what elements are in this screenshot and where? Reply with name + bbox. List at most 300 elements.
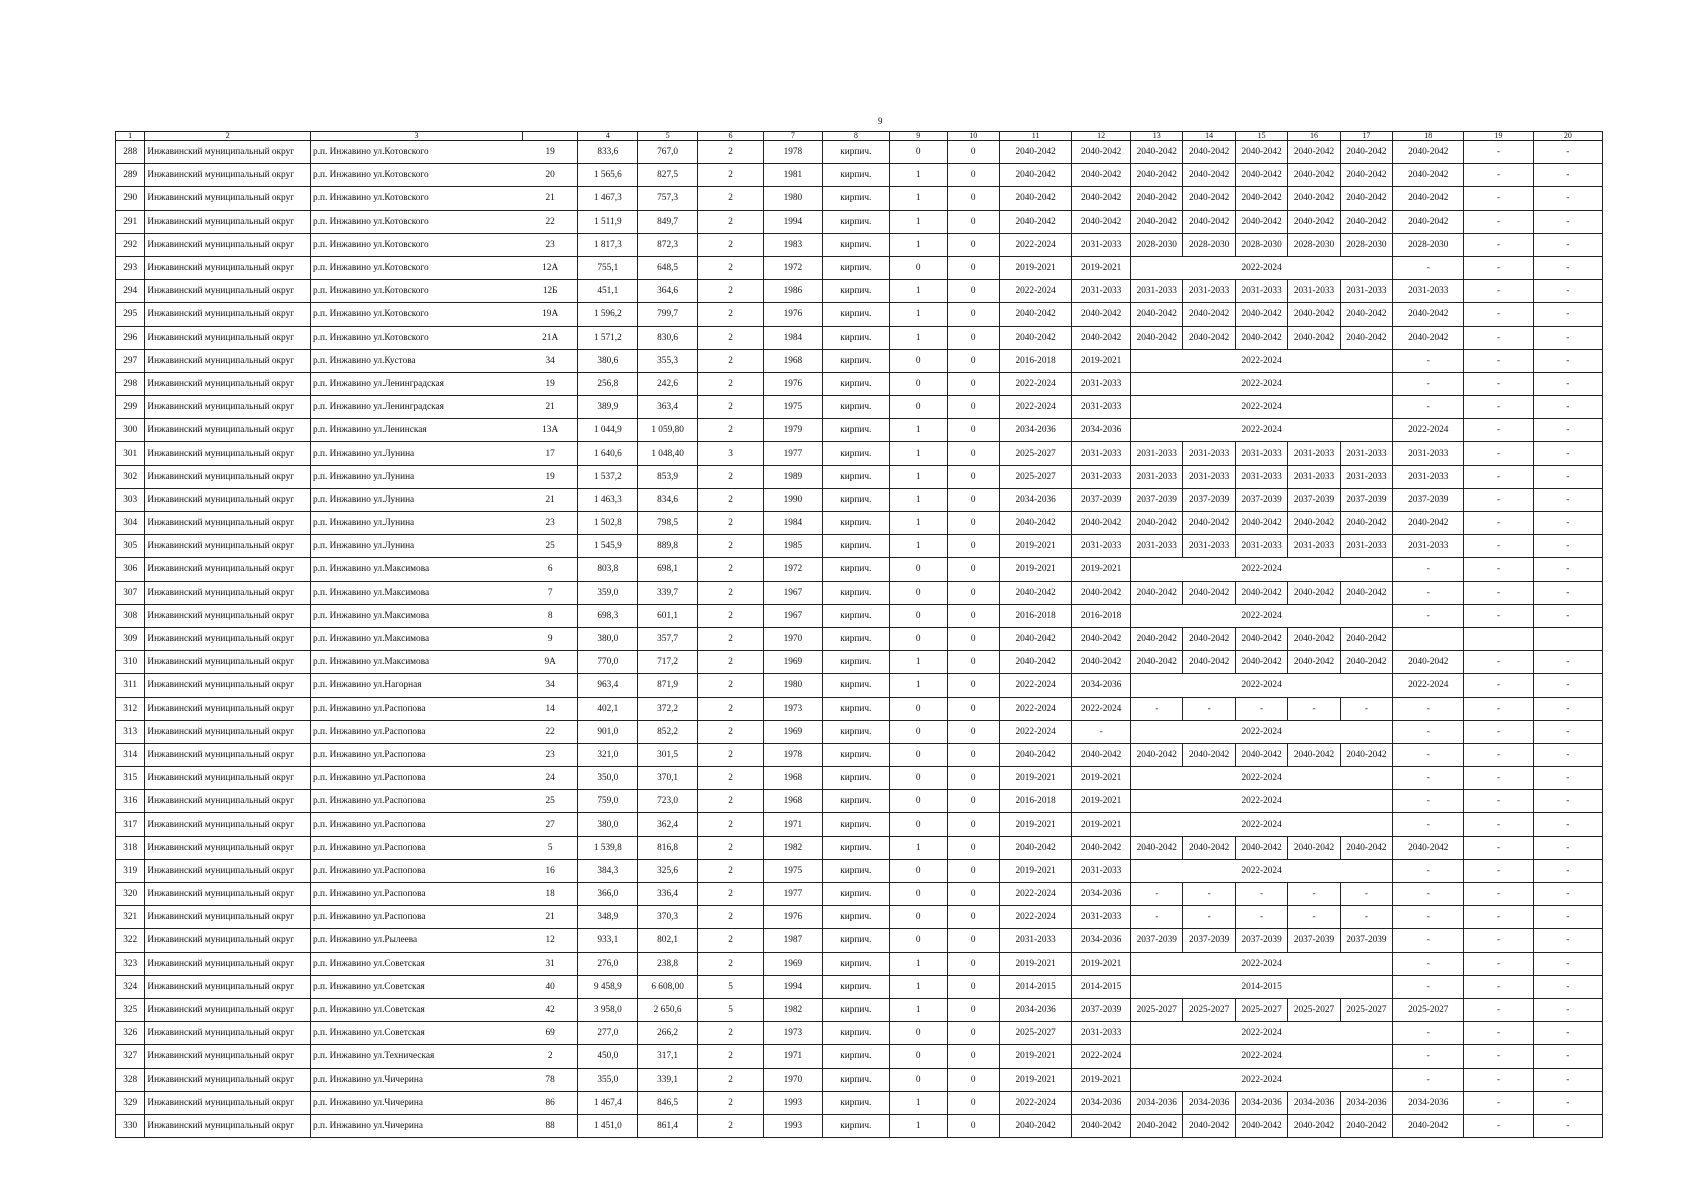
cell-a19: -: [1464, 1045, 1533, 1068]
cell-a13: 2040-2042: [1131, 1114, 1183, 1137]
cell-a6: 2: [697, 627, 763, 650]
cell-a9: 1: [889, 535, 947, 558]
cell-a12: 2040-2042: [1072, 326, 1131, 349]
house-number-cell: 19: [522, 465, 578, 488]
cell-a14: 2040-2042: [1183, 326, 1235, 349]
cell-a19: -: [1464, 187, 1533, 210]
row-number-cell: 327: [116, 1045, 145, 1068]
row-number-cell: 325: [116, 998, 145, 1021]
cell-a6: 2: [697, 604, 763, 627]
cell-a10: 0: [947, 952, 999, 975]
cell-a13: 2031-2033: [1131, 280, 1183, 303]
cell-a12: 2019-2021: [1072, 767, 1131, 790]
cell-a9: 0: [889, 256, 947, 279]
table-row: [116, 581, 1603, 604]
cell-a17: 2040-2042: [1340, 164, 1392, 187]
row-number-cell: 294: [116, 280, 145, 303]
address-cell: р.п. Инжавино ул.Распопова: [311, 790, 523, 813]
cell-a20: -: [1533, 697, 1602, 720]
cell-a19: -: [1464, 558, 1533, 581]
table-row: [116, 604, 1603, 627]
address-cell: р.п. Инжавино ул.Чичерина: [311, 1091, 523, 1114]
cell-a20: -: [1533, 767, 1602, 790]
cell-a18: -: [1393, 349, 1464, 372]
table-row: [116, 326, 1603, 349]
cell-a17: 2040-2042: [1340, 743, 1392, 766]
cell-a4: 366,0: [578, 883, 638, 906]
cell-a10: 0: [947, 1068, 999, 1091]
cell-a20: -: [1533, 442, 1602, 465]
cell-a10: 0: [947, 233, 999, 256]
table-row: [116, 813, 1603, 836]
cell-a7: 1971: [764, 1045, 823, 1068]
cell-a4: 1 596,2: [578, 303, 638, 326]
cell-a9: 0: [889, 929, 947, 952]
cell-a7: 1978: [764, 141, 823, 164]
table-row: [116, 627, 1603, 650]
address-cell: р.п. Инжавино ул.Рылеева: [311, 929, 523, 952]
cell-a12: 2034-2036: [1072, 419, 1131, 442]
cell-a7: 1968: [764, 790, 823, 813]
cell-a16: 2040-2042: [1288, 627, 1340, 650]
cell-a5: 717,2: [638, 651, 698, 674]
cell-a12: 2019-2021: [1072, 813, 1131, 836]
cell-a18: -: [1393, 975, 1464, 998]
house-number-cell: 86: [522, 1091, 578, 1114]
table-row: [116, 372, 1603, 395]
cell-a15: 2025-2027: [1235, 998, 1287, 1021]
cell-a16: 2034-2036: [1288, 1091, 1340, 1114]
house-number-cell: 16: [522, 859, 578, 882]
cell-a5: 1 048,40: [638, 442, 698, 465]
address-cell: р.п. Инжавино ул.Советская: [311, 975, 523, 998]
cell-a6: 2: [697, 303, 763, 326]
cell-a9: 0: [889, 859, 947, 882]
cell-a7: 1985: [764, 535, 823, 558]
cell-a19: -: [1464, 720, 1533, 743]
cell-a19: -: [1464, 141, 1533, 164]
cell-a4: 1 467,3: [578, 187, 638, 210]
cell-a6: 2: [697, 790, 763, 813]
cell-a20: -: [1533, 906, 1602, 929]
row-number-cell: 302: [116, 465, 145, 488]
cell-a5: 830,6: [638, 326, 698, 349]
cell-a18: [1393, 627, 1464, 650]
cell-a20: -: [1533, 1045, 1602, 1068]
cell-a9: 0: [889, 141, 947, 164]
cell-a9: 1: [889, 651, 947, 674]
cell-a13: -: [1131, 697, 1183, 720]
table-row: [116, 303, 1603, 326]
cell-a15: 2040-2042: [1235, 581, 1287, 604]
cell-a4: 380,0: [578, 627, 638, 650]
cell-a14: 2040-2042: [1183, 651, 1235, 674]
cell-a7: 1972: [764, 558, 823, 581]
cell-a7: 1980: [764, 187, 823, 210]
cell-a20: -: [1533, 372, 1602, 395]
cell-a14: 2037-2039: [1183, 488, 1235, 511]
cell-a13: 2034-2036: [1131, 1091, 1183, 1114]
cell-a4: 9 458,9: [578, 975, 638, 998]
cell-a4: 963,4: [578, 674, 638, 697]
cell-a10: 0: [947, 674, 999, 697]
cell-a15: -: [1235, 906, 1287, 929]
table-row: [116, 743, 1603, 766]
row-number-cell: 303: [116, 488, 145, 511]
cell-a10: 0: [947, 906, 999, 929]
cell-a20: -: [1533, 581, 1602, 604]
address-cell: р.п. Инжавино ул.Максимова: [311, 558, 523, 581]
cell-a6: 2: [697, 767, 763, 790]
cell-a9: 1: [889, 674, 947, 697]
cell-a13: 2040-2042: [1131, 651, 1183, 674]
cell-a8: кирпич.: [822, 697, 889, 720]
cell-a9: 0: [889, 349, 947, 372]
cell-a9: 0: [889, 396, 947, 419]
house-number-cell: 21: [522, 396, 578, 419]
cell-a19: -: [1464, 604, 1533, 627]
cell-a11: 2022-2024: [999, 372, 1071, 395]
cell-a19: -: [1464, 743, 1533, 766]
cell-a7: 1983: [764, 233, 823, 256]
cell-a19: -: [1464, 1091, 1533, 1114]
cell-a8: кирпич.: [822, 836, 889, 859]
cell-a13: 2040-2042: [1131, 512, 1183, 535]
cell-a4: 1 502,8: [578, 512, 638, 535]
cell-a4: 1 467,4: [578, 1091, 638, 1114]
cell-a8: кирпич.: [822, 326, 889, 349]
cell-a6: 3: [697, 442, 763, 465]
cell-a11: 2025-2027: [999, 1022, 1071, 1045]
house-number-cell: 8: [522, 604, 578, 627]
merged-period-cell: 2022-2024: [1131, 372, 1393, 395]
cell-a10: 0: [947, 975, 999, 998]
cell-a16: 2040-2042: [1288, 141, 1340, 164]
cell-a4: 350,0: [578, 767, 638, 790]
table-row: [116, 210, 1603, 233]
cell-a8: кирпич.: [822, 141, 889, 164]
cell-a5: 601,1: [638, 604, 698, 627]
cell-a7: 1984: [764, 512, 823, 535]
house-number-cell: 40: [522, 975, 578, 998]
cell-a20: -: [1533, 256, 1602, 279]
table-row: [116, 975, 1603, 998]
cell-a9: 1: [889, 187, 947, 210]
district-cell: Инжавинский муниципальный округ: [145, 372, 311, 395]
cell-a20: -: [1533, 349, 1602, 372]
cell-a5: 362,4: [638, 813, 698, 836]
house-number-cell: 27: [522, 813, 578, 836]
column-number-header: 7: [764, 132, 823, 141]
cell-a7: 1976: [764, 303, 823, 326]
cell-a19: -: [1464, 303, 1533, 326]
cell-a8: кирпич.: [822, 720, 889, 743]
cell-a7: 1994: [764, 210, 823, 233]
cell-a7: 1993: [764, 1091, 823, 1114]
cell-a17: 2040-2042: [1340, 512, 1392, 535]
cell-a5: 1 059,80: [638, 419, 698, 442]
merged-period-cell: 2022-2024: [1131, 349, 1393, 372]
cell-a10: 0: [947, 280, 999, 303]
cell-a6: 2: [697, 419, 763, 442]
cell-a10: 0: [947, 164, 999, 187]
table-row: [116, 558, 1603, 581]
cell-a15: -: [1235, 883, 1287, 906]
house-number-cell: 25: [522, 790, 578, 813]
cell-a14: -: [1183, 906, 1235, 929]
cell-a5: 861,4: [638, 1114, 698, 1137]
cell-a6: 2: [697, 1045, 763, 1068]
cell-a11: 2025-2027: [999, 465, 1071, 488]
cell-a14: 2028-2030: [1183, 233, 1235, 256]
cell-a19: -: [1464, 883, 1533, 906]
cell-a7: 1969: [764, 651, 823, 674]
cell-a9: 0: [889, 697, 947, 720]
cell-a7: 1982: [764, 836, 823, 859]
cell-a18: -: [1393, 929, 1464, 952]
cell-a16: 2040-2042: [1288, 303, 1340, 326]
cell-a18: -: [1393, 558, 1464, 581]
address-cell: р.п. Инжавино ул.Ленинградская: [311, 372, 523, 395]
merged-period-cell: 2022-2024: [1131, 790, 1393, 813]
cell-a6: 2: [697, 674, 763, 697]
house-number-cell: 18: [522, 883, 578, 906]
merged-period-cell: 2022-2024: [1131, 720, 1393, 743]
house-number-cell: 23: [522, 743, 578, 766]
cell-a19: -: [1464, 1022, 1533, 1045]
row-number-cell: 328: [116, 1068, 145, 1091]
cell-a20: -: [1533, 558, 1602, 581]
cell-a12: 2031-2033: [1072, 465, 1131, 488]
cell-a8: кирпич.: [822, 256, 889, 279]
cell-a15: 2031-2033: [1235, 442, 1287, 465]
address-cell: р.п. Инжавино ул.Распопова: [311, 767, 523, 790]
cell-a6: 2: [697, 883, 763, 906]
cell-a6: 2: [697, 512, 763, 535]
cell-a5: 889,8: [638, 535, 698, 558]
cell-a4: 1 511,9: [578, 210, 638, 233]
cell-a20: -: [1533, 141, 1602, 164]
cell-a4: 1 571,2: [578, 326, 638, 349]
cell-a8: кирпич.: [822, 790, 889, 813]
cell-a20: -: [1533, 883, 1602, 906]
cell-a7: 1975: [764, 396, 823, 419]
cell-a6: 2: [697, 187, 763, 210]
cell-a11: 2040-2042: [999, 1114, 1071, 1137]
house-number-cell: 34: [522, 349, 578, 372]
cell-a15: 2034-2036: [1235, 1091, 1287, 1114]
house-number-cell: 9А: [522, 651, 578, 674]
cell-a6: 2: [697, 396, 763, 419]
cell-a12: 2040-2042: [1072, 187, 1131, 210]
cell-a12: 2016-2018: [1072, 604, 1131, 627]
district-cell: Инжавинский муниципальный округ: [145, 442, 311, 465]
cell-a10: 0: [947, 581, 999, 604]
cell-a6: 2: [697, 906, 763, 929]
cell-a14: 2031-2033: [1183, 465, 1235, 488]
cell-a14: 2040-2042: [1183, 512, 1235, 535]
district-cell: Инжавинский муниципальный округ: [145, 720, 311, 743]
cell-a8: кирпич.: [822, 859, 889, 882]
cell-a10: 0: [947, 303, 999, 326]
cell-a13: 2040-2042: [1131, 326, 1183, 349]
merged-period-cell: 2022-2024: [1131, 1068, 1393, 1091]
cell-a8: кирпич.: [822, 929, 889, 952]
cell-a4: 755,1: [578, 256, 638, 279]
cell-a9: 1: [889, 164, 947, 187]
row-number-cell: 330: [116, 1114, 145, 1137]
row-number-cell: 312: [116, 697, 145, 720]
cell-a9: 1: [889, 326, 947, 349]
cell-a14: 2040-2042: [1183, 210, 1235, 233]
district-cell: Инжавинский муниципальный округ: [145, 233, 311, 256]
cell-a7: 1976: [764, 372, 823, 395]
district-cell: Инжавинский муниципальный округ: [145, 488, 311, 511]
address-cell: р.п. Инжавино ул.Котовского: [311, 141, 523, 164]
cell-a8: кирпич.: [822, 674, 889, 697]
cell-a11: 2034-2036: [999, 998, 1071, 1021]
cell-a19: -: [1464, 465, 1533, 488]
cell-a17: 2040-2042: [1340, 326, 1392, 349]
table-row: [116, 790, 1603, 813]
cell-a17: 2040-2042: [1340, 141, 1392, 164]
cell-a19: -: [1464, 1114, 1533, 1137]
row-number-cell: 306: [116, 558, 145, 581]
cell-a17: 2040-2042: [1340, 651, 1392, 674]
column-number-header: 4: [578, 132, 638, 141]
district-cell: Инжавинский муниципальный округ: [145, 535, 311, 558]
merged-period-cell: 2022-2024: [1131, 419, 1393, 442]
cell-a11: 2040-2042: [999, 164, 1071, 187]
cell-a11: 2034-2036: [999, 488, 1071, 511]
cell-a18: 2031-2033: [1393, 442, 1464, 465]
cell-a4: 901,0: [578, 720, 638, 743]
table-row: [116, 1091, 1603, 1114]
table-row: [116, 280, 1603, 303]
cell-a8: кирпич.: [822, 396, 889, 419]
cell-a19: -: [1464, 581, 1533, 604]
cell-a17: 2040-2042: [1340, 836, 1392, 859]
merged-period-cell: 2022-2024: [1131, 558, 1393, 581]
district-cell: Инжавинский муниципальный округ: [145, 906, 311, 929]
district-cell: Инжавинский муниципальный округ: [145, 419, 311, 442]
cell-a9: 0: [889, 790, 947, 813]
district-cell: Инжавинский муниципальный округ: [145, 396, 311, 419]
cell-a20: [1533, 627, 1602, 650]
cell-a19: -: [1464, 210, 1533, 233]
column-number-row: [116, 132, 1603, 141]
cell-a17: 2031-2033: [1340, 535, 1392, 558]
cell-a8: кирпич.: [822, 813, 889, 836]
cell-a5: 698,1: [638, 558, 698, 581]
cell-a15: 2031-2033: [1235, 465, 1287, 488]
cell-a19: -: [1464, 349, 1533, 372]
cell-a15: 2040-2042: [1235, 1114, 1287, 1137]
cell-a20: -: [1533, 929, 1602, 952]
cell-a6: 2: [697, 836, 763, 859]
cell-a4: 3 958,0: [578, 998, 638, 1021]
district-cell: Инжавинский муниципальный округ: [145, 790, 311, 813]
cell-a10: 0: [947, 720, 999, 743]
cell-a11: 2040-2042: [999, 651, 1071, 674]
column-number-header: 19: [1464, 132, 1533, 141]
district-cell: Инжавинский муниципальный округ: [145, 975, 311, 998]
cell-a20: -: [1533, 859, 1602, 882]
cell-a4: 450,0: [578, 1045, 638, 1068]
cell-a11: 2022-2024: [999, 1091, 1071, 1114]
address-cell: р.п. Инжавино ул.Нагорная: [311, 674, 523, 697]
row-number-cell: 310: [116, 651, 145, 674]
cell-a20: -: [1533, 419, 1602, 442]
district-cell: Инжавинский муниципальный округ: [145, 836, 311, 859]
cell-a8: кирпич.: [822, 558, 889, 581]
address-cell: р.п. Инжавино ул.Советская: [311, 952, 523, 975]
cell-a11: 2040-2042: [999, 210, 1071, 233]
cell-a5: 339,1: [638, 1068, 698, 1091]
address-cell: р.п. Инжавино ул.Лунина: [311, 465, 523, 488]
row-number-cell: 291: [116, 210, 145, 233]
cell-a11: 2040-2042: [999, 303, 1071, 326]
cell-a15: 2040-2042: [1235, 512, 1287, 535]
cell-a5: 853,9: [638, 465, 698, 488]
cell-a15: -: [1235, 697, 1287, 720]
column-number-header: 12: [1072, 132, 1131, 141]
cell-a16: 2040-2042: [1288, 164, 1340, 187]
cell-a5: 798,5: [638, 512, 698, 535]
column-number-header: 3: [311, 132, 523, 141]
cell-a12: 2031-2033: [1072, 280, 1131, 303]
address-cell: р.п. Инжавино ул.Советская: [311, 1022, 523, 1045]
row-number-cell: 307: [116, 581, 145, 604]
cell-a14: 2040-2042: [1183, 581, 1235, 604]
table-row: [116, 535, 1603, 558]
cell-a16: 2040-2042: [1288, 1114, 1340, 1137]
cell-a8: кирпич.: [822, 883, 889, 906]
cell-a20: -: [1533, 233, 1602, 256]
house-number-cell: 21А: [522, 326, 578, 349]
cell-a8: кирпич.: [822, 419, 889, 442]
cell-a5: 370,1: [638, 767, 698, 790]
cell-a18: 2040-2042: [1393, 210, 1464, 233]
cell-a8: кирпич.: [822, 210, 889, 233]
cell-a12: 2031-2033: [1072, 372, 1131, 395]
cell-a10: 0: [947, 627, 999, 650]
cell-a11: 2040-2042: [999, 187, 1071, 210]
address-cell: р.п. Инжавино ул.Распопова: [311, 859, 523, 882]
cell-a12: 2019-2021: [1072, 1068, 1131, 1091]
house-number-cell: 78: [522, 1068, 578, 1091]
row-number-cell: 321: [116, 906, 145, 929]
cell-a6: 2: [697, 581, 763, 604]
cell-a18: 2031-2033: [1393, 280, 1464, 303]
cell-a14: 2040-2042: [1183, 303, 1235, 326]
cell-a18: -: [1393, 372, 1464, 395]
cell-a8: кирпич.: [822, 767, 889, 790]
cell-a16: 2037-2039: [1288, 929, 1340, 952]
cell-a9: 1: [889, 488, 947, 511]
table-row: [116, 187, 1603, 210]
cell-a4: 355,0: [578, 1068, 638, 1091]
cell-a13: 2040-2042: [1131, 187, 1183, 210]
address-cell: р.п. Инжавино ул.Ленинградская: [311, 396, 523, 419]
cell-a19: -: [1464, 233, 1533, 256]
address-cell: р.п. Инжавино ул.Распопова: [311, 743, 523, 766]
cell-a14: 2031-2033: [1183, 535, 1235, 558]
cell-a8: кирпич.: [822, 303, 889, 326]
cell-a12: 2040-2042: [1072, 581, 1131, 604]
cell-a13: 2031-2033: [1131, 465, 1183, 488]
cell-a12: 2019-2021: [1072, 349, 1131, 372]
